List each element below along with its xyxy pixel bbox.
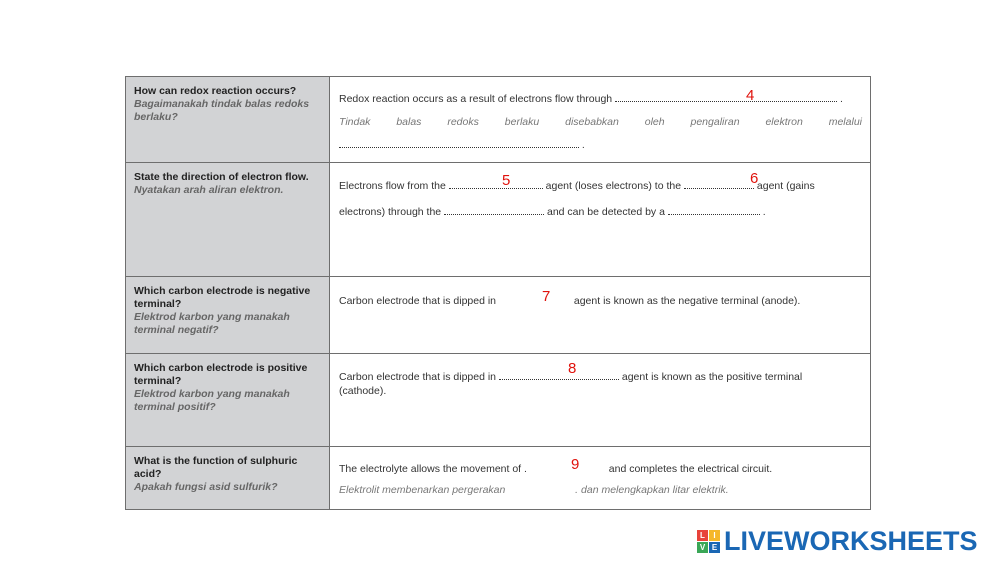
logo-block: L xyxy=(697,530,708,541)
question-en: How can redox reaction occurs? xyxy=(134,85,297,97)
question-ms: Apakah fungsi asid sulfurik? xyxy=(134,481,278,493)
answer-text: agent is known as the positive terminal xyxy=(621,371,803,383)
answer-cell-sulphuric: The electrolyte allows the movement of . and completes the electrical circuit. Elektrolit membenarkan pergerakan . dan melengkapkan litar elektrik. 9 xyxy=(339,456,773,496)
question-cell-negative xyxy=(126,277,330,354)
answer-blank-6[interactable]: 6 xyxy=(750,170,759,187)
answer-text: agent (loses electrons) to the xyxy=(545,180,682,192)
liveworksheets-logo xyxy=(697,527,978,555)
answer-text: agent (gains xyxy=(756,180,815,192)
question-en: Which carbon electrode is negative terminal? xyxy=(134,285,311,310)
logo-block: I xyxy=(709,530,720,541)
answer-text-ms: dan melengkapkan litar elektrik. xyxy=(581,484,729,496)
question-ms: Elektrod karbon yang manakah terminal negatif? xyxy=(134,311,290,336)
question-cell-redox xyxy=(126,77,330,163)
answer-text: Carbon electrode that is dipped in xyxy=(339,295,497,307)
blank-line xyxy=(499,378,619,380)
answer-cell-direction: Electrons flow from the agent (loses electrons) to the agent (gains electrons) through the and can be detected by a . 5 6 xyxy=(330,163,870,277)
answer-text: agent is known as the negative terminal (anode). xyxy=(573,295,801,307)
question-cell-sulphuric xyxy=(126,447,330,509)
answer-text: The electrolyte allows the movement of xyxy=(339,463,522,475)
answer-text: electrons) through the xyxy=(339,206,442,218)
logo-block: V xyxy=(697,542,708,553)
blank-line xyxy=(684,187,754,189)
answer-text: and completes the electrical circuit. xyxy=(608,463,773,475)
answer-blank-9[interactable]: 9 xyxy=(571,456,580,473)
answer-blank-8[interactable]: 8 xyxy=(568,360,577,377)
blank-line xyxy=(444,213,544,215)
question-cell-direction xyxy=(126,163,330,277)
answer-blank-4[interactable]: 4 xyxy=(746,87,755,104)
question-en: Which carbon electrode is positive terminal? xyxy=(134,362,308,387)
blank-line xyxy=(668,213,760,215)
answer-text-ms: Elektrolit membenarkan pergerakan xyxy=(339,484,506,496)
answer-text: (cathode). xyxy=(339,385,387,397)
answer-blank-5[interactable]: 5 xyxy=(502,172,511,189)
answer-blank-7[interactable]: 7 xyxy=(542,288,551,305)
blank-line xyxy=(615,100,837,102)
question-en: State the direction of electron flow. xyxy=(134,171,309,183)
answer-cell-negative xyxy=(330,277,870,354)
answer-text: Electrons flow from the xyxy=(339,180,446,192)
answer-text-ms: Tindak balas redoks berlaku disebabkan oleh pengaliran elektron melalui xyxy=(339,116,862,128)
answer-cell-positive xyxy=(330,354,870,447)
question-cell-positive xyxy=(126,354,330,447)
answer-text: Carbon electrode that is dipped in xyxy=(339,371,497,383)
answer-text: and can be detected by a xyxy=(547,206,665,218)
answer-cell-redox: Redox reaction occurs as a result of electrons flow through . Tindak balas redoks berlaku disebabkan oleh pengaliran elektron melalui . 4 xyxy=(330,77,870,163)
question-ms: Bagaimanakah tindak balas redoks berlaku? xyxy=(134,98,310,123)
blank-line xyxy=(339,146,579,148)
blank-line xyxy=(449,187,543,189)
worksheet-table xyxy=(125,76,871,510)
question-en: What is the function of sulphuric acid? xyxy=(134,455,298,480)
logo-blocks-icon xyxy=(697,530,720,553)
logo-block: E xyxy=(709,542,720,553)
question-ms: Elektrod karbon yang manakah terminal positif? xyxy=(134,388,290,413)
brand-name: LIVEWORKSHEETS xyxy=(724,526,978,556)
answer-text: Redox reaction occurs as a result of electrons flow through xyxy=(339,93,613,105)
question-ms: Nyatakan arah aliran elektron. xyxy=(134,184,284,196)
